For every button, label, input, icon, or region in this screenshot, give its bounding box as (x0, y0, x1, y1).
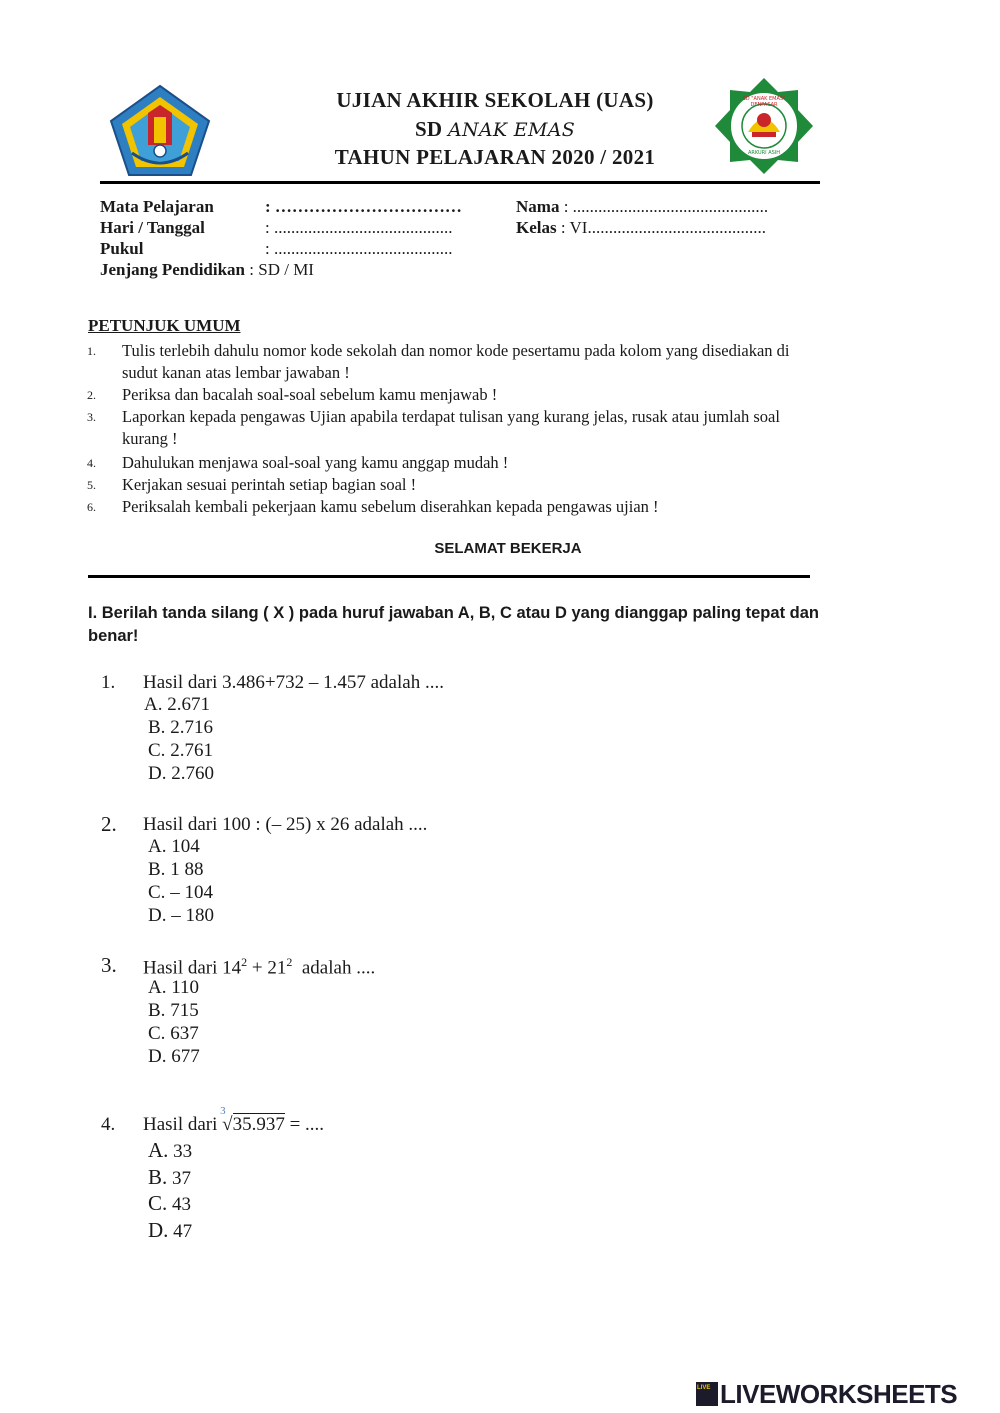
option-value: 33 (173, 1141, 193, 1162)
section-instruction (88, 602, 908, 648)
question-text (143, 1105, 325, 1136)
answer-option[interactable] (148, 1023, 199, 1045)
option-letter: D. (148, 1046, 167, 1067)
answer-option[interactable] (148, 1046, 200, 1068)
instruction-number: 2. (87, 388, 96, 402)
answer-option[interactable] (148, 882, 213, 904)
root-index: 3 (220, 1105, 226, 1117)
answer-option[interactable] (148, 740, 213, 762)
option-value: 110 (171, 977, 200, 998)
instruction-number: 4. (87, 456, 96, 470)
option-value: 2.716 (170, 717, 213, 738)
instruction-text: Periksa dan bacalah soal-soal sebelum kamu menjawab ! (122, 385, 498, 404)
kelas-field[interactable]: : VI.......................................... (560, 218, 766, 237)
petunjuk-heading: PETUNJUK UMUM (88, 316, 241, 335)
question-number: 1. (101, 672, 116, 693)
nama-field[interactable]: : .............................................. (563, 197, 769, 216)
option-value: 2.761 (170, 740, 213, 761)
answer-option[interactable] (148, 717, 213, 739)
option-value: 43 (172, 1194, 192, 1215)
option-letter: C. (148, 1023, 166, 1044)
option-letter: C. (148, 1191, 168, 1215)
option-letter: A. (148, 977, 167, 998)
option-letter: C. (148, 882, 166, 903)
option-value: 47 (173, 1221, 193, 1242)
question-text (143, 955, 375, 979)
option-value: 637 (170, 1023, 199, 1044)
option-letter: D. (148, 1218, 169, 1242)
jenjang-label: Jenjang Pendidikan (100, 260, 246, 279)
option-letter: A. (144, 694, 163, 715)
answer-option[interactable] (148, 836, 200, 858)
liveworksheets-badge-icon (696, 1382, 718, 1406)
option-letter: B. (148, 859, 166, 880)
answer-option[interactable] (148, 905, 214, 927)
instruction-text: Kerjakan sesuai perintah setiap bagian soal ! (122, 475, 417, 494)
instruction-number: 3. (87, 410, 96, 424)
kelas-label: Kelas (516, 218, 557, 237)
question-text-part: Hasil dari 14 (143, 957, 242, 979)
mata-pelajaran-field[interactable]: : …………………………… (265, 197, 462, 216)
liveworksheets-watermark (696, 1378, 957, 1410)
left-emblem-logo (108, 83, 213, 178)
instruction-text: Dahulukan menjawa soal-soal yang kamu anggap mudah ! (122, 453, 509, 472)
section-divider (88, 575, 810, 578)
option-value: 37 (172, 1168, 192, 1189)
mata-pelajaran-label: Mata Pelajaran (100, 197, 214, 216)
question-text-part: Hasil dari (143, 1114, 223, 1135)
question-text: Hasil dari 100 : (– 25) x 26 adalah .... (143, 814, 428, 835)
cube-root (220, 1105, 285, 1136)
answer-option[interactable] (144, 694, 210, 716)
nama-label: Nama (516, 197, 560, 216)
instruction-line: kurang ! (122, 429, 178, 448)
instruction-text: Periksalah kembali pekerjaan kamu sebelum diserahkan kepada pengawas ujian ! (122, 497, 659, 516)
option-letter: A. (148, 1138, 169, 1162)
answer-option[interactable] (148, 763, 214, 785)
answer-option[interactable] (148, 1138, 192, 1163)
option-value: – 180 (171, 905, 214, 926)
pukul-field[interactable]: : .......................................... (265, 239, 453, 258)
school-prefix: SD (414, 117, 443, 141)
right-logo-bottom-text: ARKURI ASIH (747, 150, 781, 156)
academic-year: TAHUN PELAJARAN 2020 / 2021 (334, 145, 656, 169)
option-letter: C. (148, 740, 166, 761)
option-value: 715 (170, 1000, 199, 1021)
nama-row[interactable] (516, 197, 768, 217)
section-line: benar! (88, 627, 139, 645)
hari-tanggal-label: Hari / Tanggal (100, 218, 205, 237)
option-letter: D. (148, 763, 167, 784)
watermark-text: LIVEWORKSHEETS (720, 1378, 958, 1409)
option-letter: B. (148, 1000, 166, 1021)
answer-option[interactable] (148, 1218, 192, 1243)
option-value: 2.671 (167, 694, 210, 715)
jenjang-row (100, 260, 314, 280)
question-number: 4. (101, 1114, 116, 1135)
option-letter: B. (148, 717, 166, 738)
instruction-text (122, 340, 882, 384)
question-text: Hasil dari 3.486+732 – 1.457 adalah .... (143, 672, 444, 693)
option-letter: A. (148, 836, 167, 857)
question-text-part: = .... (284, 1114, 325, 1135)
radicand: 35.937 (232, 1114, 285, 1135)
jenjang-value: : SD / MI (249, 260, 314, 279)
exponent: 2 (286, 955, 293, 969)
badge-text: LIVE (697, 1385, 711, 1391)
question-number: 3. (101, 953, 117, 977)
header-divider (100, 181, 820, 184)
answer-option[interactable] (148, 859, 203, 881)
school-name (270, 117, 720, 142)
right-school-logo (712, 76, 816, 176)
instruction-line: Tulis terlebih dahulu nomor kode sekolah dan nomor kode pesertamu pada kolom yang disediakan di (122, 341, 790, 360)
selamat-bekerja: SELAMAT BEKERJA (434, 540, 582, 557)
exam-title: UJIAN AKHIR SEKOLAH (UAS) (336, 88, 654, 112)
option-value: 677 (171, 1046, 200, 1067)
answer-option[interactable] (148, 1165, 191, 1190)
question-text-part: adalah .... (292, 957, 376, 979)
option-letter: D. (148, 905, 167, 926)
option-value: – 104 (170, 882, 213, 903)
section-line: I. Berilah tanda silang ( X ) pada huruf jawaban A, B, C atau D yang dianggap paling tepat dan (88, 604, 819, 622)
instruction-number: 6. (87, 500, 96, 514)
option-value: 1 88 (170, 859, 204, 880)
instruction-number: 5. (87, 478, 96, 492)
instruction-number: 1. (87, 344, 96, 358)
kelas-row[interactable] (516, 218, 766, 238)
question-text-part: + 21 (247, 957, 287, 979)
option-value: 2.760 (171, 763, 214, 784)
pukul-label: Pukul (100, 239, 144, 258)
instruction-text (122, 406, 882, 450)
exponent: 2 (241, 955, 248, 969)
instruction-line: Laporkan kepada pengawas Ujian apabila terdapat tulisan yang kurang jelas, rusak atau jumlah soal (122, 407, 780, 426)
option-value: 104 (171, 836, 200, 857)
answer-option[interactable] (148, 1191, 191, 1216)
answer-option[interactable] (148, 977, 199, 999)
school-name-script: ANAK EMAS (447, 119, 576, 141)
right-logo-ring-text: SD "ANAK EMAS" DENPASAR (742, 96, 786, 108)
instruction-line: sudut kanan atas lembar jawaban ! (122, 363, 350, 382)
answer-option[interactable] (148, 1000, 199, 1022)
hari-tanggal-field[interactable]: : .......................................... (265, 218, 453, 237)
radical-sign: √ (222, 1114, 233, 1135)
question-number: 2. (101, 812, 117, 836)
option-letter: B. (148, 1165, 168, 1189)
